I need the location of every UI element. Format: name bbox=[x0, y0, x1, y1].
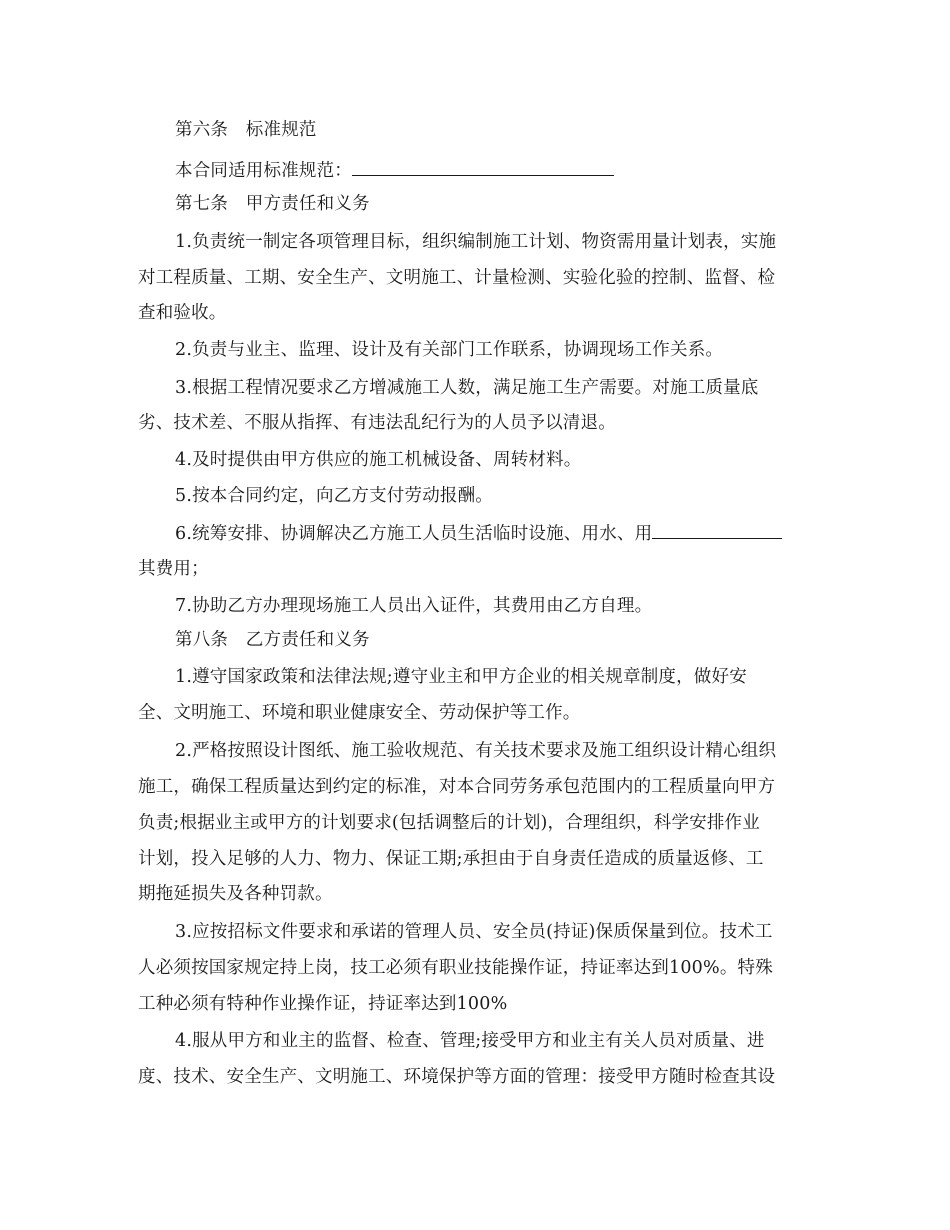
paragraph-line: 计划，投入足够的人力、物力、保证工期;承担由于自身责任造成的质量返修、工 bbox=[138, 849, 764, 869]
paragraph-line: 全、文明施工、环境和职业健康安全、劳动保护等工作。 bbox=[138, 703, 581, 723]
paragraph-line: 度、技术、安全生产、文明施工、环境保护等方面的管理：接受甲方随时检查其设 bbox=[138, 1067, 776, 1087]
paragraph-line: 4.服从甲方和业主的监督、检查、管理;接受甲方和业主有关人员对质量、进 bbox=[175, 1031, 765, 1051]
facilities-blank-field bbox=[652, 523, 782, 539]
facilities-text: 6.统筹安排、协调解决乙方施工人员生活临时设施、用水、用 bbox=[175, 524, 653, 544]
section-heading-article-7: 第七条 甲方责任和义务 bbox=[175, 194, 370, 214]
paragraph-line: 7.协助乙方办理现场施工人员出入证件，其费用由乙方自理。 bbox=[175, 596, 653, 616]
paragraph-line: 1.负责统一制定各项管理目标，组织编制施工计划、物资需用量计划表，实施 bbox=[175, 232, 777, 252]
paragraph-line: 施工，确保工程质量达到约定的标准，对本合同劳务承包范围内的工程质量向甲方 bbox=[138, 777, 776, 797]
paragraph-line: 人必须按国家规定持上岗，技工必须有职业技能操作证，持证率达到100%。特殊 bbox=[138, 958, 773, 978]
paragraph-line: 5.按本合同约定，向乙方支付劳动报酬。 bbox=[175, 486, 493, 506]
section-heading-article-6: 第六条 标准规范 bbox=[175, 120, 317, 140]
facilities-line bbox=[175, 523, 855, 544]
paragraph-line: 2.负责与业主、监理、设计及有关部门工作联系，协调现场工作关系。 bbox=[175, 340, 724, 360]
paragraph-line: 查和验收。 bbox=[138, 303, 227, 323]
paragraph-line: 工种必须有特种作业操作证，持证率达到100% bbox=[138, 994, 508, 1014]
paragraph-line: 3.应按招标文件要求和承诺的管理人员、安全员(持证)保质保量到位。技术工 bbox=[175, 922, 773, 942]
paragraph-line: 其费用； bbox=[138, 559, 209, 579]
standards-blank-field bbox=[352, 160, 614, 176]
section-heading-article-8: 第八条 乙方责任和义务 bbox=[175, 630, 370, 650]
paragraph-line: 期拖延损失及各种罚款。 bbox=[138, 884, 333, 904]
paragraph-line: 1.遵守国家政策和法律法规;遵守业主和甲方企业的相关规章制度，做好安 bbox=[175, 667, 747, 687]
paragraph-line: 3.根据工程情况要求乙方增减施工人数，满足施工生产需要。对施工质量底 bbox=[175, 378, 759, 398]
standards-label: 本合同适用标准规范： bbox=[175, 161, 352, 181]
paragraph-line: 2.严格按照设计图纸、施工验收规范、有关技术要求及施工组织设计精心组织 bbox=[175, 741, 777, 761]
paragraph-line: 对工程质量、工期、安全生产、文明施工、计量检测、实验化验的控制、监督、检 bbox=[138, 268, 776, 288]
paragraph-line: 4.及时提供由甲方供应的施工机械设备、周转材料。 bbox=[175, 450, 582, 470]
standards-line bbox=[175, 160, 855, 181]
paragraph-line: 劣、技术差、不服从指挥、有违法乱纪行为的人员予以清退。 bbox=[138, 413, 616, 433]
paragraph-line: 负责;根据业主或甲方的计划要求(包括调整后的计划)，合理组织，科学安排作业 bbox=[138, 813, 760, 833]
